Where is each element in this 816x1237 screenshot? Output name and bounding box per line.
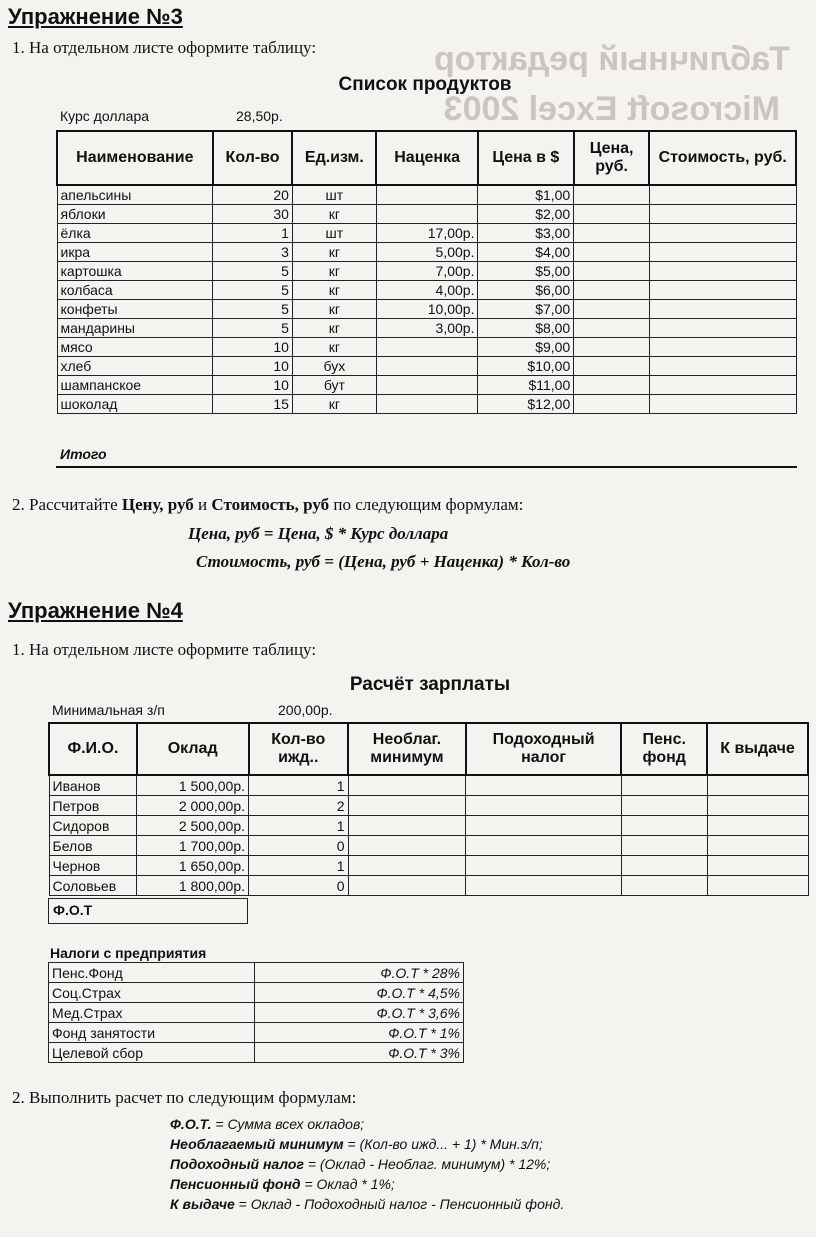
product-cell: яблоки xyxy=(57,205,213,224)
tax-name: Фонд занятости xyxy=(49,1023,255,1043)
tax-formula: Ф.О.Т * 3,6% xyxy=(254,1003,463,1023)
employee-cell: 1 xyxy=(249,816,349,836)
employee-cell xyxy=(466,856,622,876)
product-cell xyxy=(376,395,478,414)
exercise-4-step-2: 2. Выполнить расчет по следующим формулам: xyxy=(12,1088,357,1107)
step-2-text: по следующим формулам: xyxy=(329,495,524,514)
product-cell xyxy=(649,338,796,357)
product-cell: апельсины xyxy=(57,185,213,205)
exercise-3-heading: Упражнение №3 xyxy=(8,4,183,29)
tax-formula: Ф.О.Т * 3% xyxy=(254,1043,463,1063)
employee-cell xyxy=(707,775,808,796)
products-table xyxy=(56,130,797,414)
product-cell: 3,00р. xyxy=(376,319,478,338)
header-cell: Наценка xyxy=(376,131,478,185)
tax-formula: Ф.О.Т * 1% xyxy=(254,1023,463,1043)
product-row xyxy=(57,262,796,281)
formula-line xyxy=(170,1154,564,1174)
header-cell: Оклад xyxy=(137,723,249,775)
header-cell: Необлаг. минимум xyxy=(348,723,466,775)
product-cell: мясо xyxy=(57,338,213,357)
product-cell: кг xyxy=(292,338,376,357)
product-cell: бух xyxy=(292,357,376,376)
product-cell: икра xyxy=(57,243,213,262)
product-cell: картошка xyxy=(57,262,213,281)
product-cell xyxy=(574,224,650,243)
product-cell: 10 xyxy=(213,376,293,395)
employee-row xyxy=(49,856,808,876)
employee-cell xyxy=(707,796,808,816)
product-cell: $7,00 xyxy=(478,300,574,319)
employee-row xyxy=(49,816,808,836)
employee-cell: Чернов xyxy=(49,856,137,876)
tax-formula: Ф.О.Т * 28% xyxy=(254,963,463,983)
employee-cell xyxy=(621,836,707,856)
employee-cell xyxy=(707,876,808,896)
product-cell xyxy=(649,319,796,338)
header-cell: Цена в $ xyxy=(478,131,574,185)
product-row xyxy=(57,300,796,319)
product-row xyxy=(57,281,796,300)
product-row xyxy=(57,395,796,414)
product-cell: шт xyxy=(292,224,376,243)
product-cell xyxy=(649,376,796,395)
step-2-text: и xyxy=(193,495,212,514)
formula-term: Необлагаемый минимум xyxy=(170,1136,344,1152)
header-cell: Цена, руб. xyxy=(574,131,650,185)
tax-row xyxy=(49,1023,464,1043)
formula-term: Пенсионный фонд xyxy=(170,1176,301,1192)
employee-cell xyxy=(466,796,622,816)
taxes-title: Налоги с предприятия xyxy=(50,945,207,961)
salary-table-title: Расчёт зарплаты xyxy=(349,674,511,695)
employee-cell xyxy=(707,836,808,856)
employee-cell xyxy=(707,816,808,836)
employee-cell: 1 800,00р. xyxy=(137,876,249,896)
total-row xyxy=(56,444,797,468)
formula-line xyxy=(170,1174,564,1194)
product-cell: 5 xyxy=(213,319,293,338)
employee-cell xyxy=(348,836,466,856)
salary-table xyxy=(48,722,809,896)
employee-cell xyxy=(621,876,707,896)
formula-term: Подоходный налог xyxy=(170,1156,304,1172)
formula-expression: = (Оклад - Необлаг. минимум) * 12%; xyxy=(303,1156,551,1172)
employee-cell: 2 000,00р. xyxy=(137,796,249,816)
header-cell: Кол-во ижд.. xyxy=(249,723,349,775)
product-cell xyxy=(649,262,796,281)
employee-row xyxy=(49,775,808,796)
product-cell xyxy=(376,357,478,376)
product-cell: 10 xyxy=(213,357,293,376)
employee-cell: 2 xyxy=(249,796,349,816)
employee-cell xyxy=(466,816,622,836)
employee-row xyxy=(49,796,808,816)
header-cell: Ф.И.О. xyxy=(49,723,137,775)
tax-formula: Ф.О.Т * 4,5% xyxy=(254,983,463,1003)
product-cell: кг xyxy=(292,243,376,262)
employee-cell xyxy=(348,856,466,876)
employee-cell xyxy=(707,856,808,876)
product-cell: $1,00 xyxy=(478,185,574,205)
product-row xyxy=(57,338,796,357)
tax-row xyxy=(49,983,464,1003)
product-row xyxy=(57,243,796,262)
product-row xyxy=(57,205,796,224)
product-cell xyxy=(574,243,650,262)
tax-name: Целевой сбор xyxy=(49,1043,255,1063)
formula-line xyxy=(170,1114,564,1134)
product-cell xyxy=(376,205,478,224)
employee-cell xyxy=(621,816,707,836)
product-row xyxy=(57,357,796,376)
exercise-3-step-2 xyxy=(12,495,523,515)
product-cell: 4,00р. xyxy=(376,281,478,300)
product-row xyxy=(57,224,796,243)
product-row xyxy=(57,376,796,395)
employee-cell xyxy=(348,816,466,836)
employee-cell: 1 650,00р. xyxy=(137,856,249,876)
product-cell: бут xyxy=(292,376,376,395)
product-cell: кг xyxy=(292,205,376,224)
formula-expression: = Сумма всех окладов; xyxy=(211,1116,365,1132)
product-cell xyxy=(574,281,650,300)
formula-term: К выдаче xyxy=(170,1196,235,1212)
product-cell: $12,00 xyxy=(478,395,574,414)
step-2-bold: Цену, руб xyxy=(121,495,194,514)
product-row xyxy=(57,185,796,205)
product-cell xyxy=(649,300,796,319)
header-cell: Ед.изм. xyxy=(292,131,376,185)
product-cell xyxy=(574,357,650,376)
product-cell: 1 xyxy=(213,224,293,243)
tax-name: Мед.Страх xyxy=(49,1003,255,1023)
product-cell xyxy=(649,205,796,224)
product-cell: $10,00 xyxy=(478,357,574,376)
product-cell xyxy=(649,224,796,243)
formula-price-rub: Цена, руб = Цена, $ * Курс доллара xyxy=(188,524,449,543)
employee-cell: 1 xyxy=(249,775,349,796)
rate-value: 28,50р. xyxy=(236,108,283,124)
step-2-bold: Стоимость, руб xyxy=(211,495,330,514)
min-wage-label: Минимальная з/п xyxy=(52,702,165,718)
product-cell xyxy=(574,338,650,357)
employee-cell: 0 xyxy=(249,836,349,856)
product-cell xyxy=(574,205,650,224)
product-cell xyxy=(649,281,796,300)
employee-cell: Иванов xyxy=(49,775,137,796)
salary-header-row xyxy=(49,723,808,775)
tax-name: Пенс.Фонд xyxy=(49,963,255,983)
header-cell: К выдаче xyxy=(707,723,808,775)
formula-line xyxy=(170,1194,564,1214)
tax-row xyxy=(49,1043,464,1063)
employee-cell: 1 500,00р. xyxy=(137,775,249,796)
employee-cell xyxy=(621,775,707,796)
employee-cell xyxy=(348,876,466,896)
product-cell: 30 xyxy=(213,205,293,224)
formula-expression: = (Кол-во ижд... + 1) * Мин.з/п; xyxy=(343,1136,543,1152)
employee-row xyxy=(49,876,808,896)
employee-cell: 1 700,00р. xyxy=(137,836,249,856)
salary-formulas xyxy=(170,1114,564,1214)
header-cell: Наименование xyxy=(57,131,213,185)
product-cell: $5,00 xyxy=(478,262,574,281)
total-label: Итого xyxy=(60,446,107,462)
show-through-text: Табличный редактор xyxy=(433,40,790,78)
product-cell: конфеты xyxy=(57,300,213,319)
tax-row xyxy=(49,1003,464,1023)
exercise-4-step-1: 1. На отдельном листе оформите таблицу: xyxy=(12,640,317,659)
employee-cell xyxy=(466,775,622,796)
product-cell xyxy=(649,243,796,262)
fot-label: Ф.О.Т xyxy=(53,902,93,918)
product-cell xyxy=(649,395,796,414)
tax-row xyxy=(49,963,464,983)
product-cell: 10 xyxy=(213,338,293,357)
products-table-title: Список продуктов xyxy=(338,74,512,95)
employee-cell: Сидоров xyxy=(49,816,137,836)
product-cell xyxy=(574,319,650,338)
product-cell: 17,00р. xyxy=(376,224,478,243)
product-cell xyxy=(376,338,478,357)
product-cell: 10,00р. xyxy=(376,300,478,319)
product-cell xyxy=(376,185,478,205)
product-cell: 3 xyxy=(213,243,293,262)
product-cell: кг xyxy=(292,300,376,319)
product-cell xyxy=(574,185,650,205)
product-cell: кг xyxy=(292,319,376,338)
formula-cost-rub: Стоимость, руб = (Цена, руб + Наценка) * Кол-во xyxy=(196,552,571,571)
employee-cell: Соловьев xyxy=(49,876,137,896)
employee-row xyxy=(49,836,808,856)
employee-cell xyxy=(621,856,707,876)
step-2-text: 2. Рассчитайте xyxy=(12,495,122,514)
employee-cell xyxy=(466,836,622,856)
header-cell: Стоимость, руб. xyxy=(649,131,796,185)
employee-cell: Петров xyxy=(49,796,137,816)
product-cell xyxy=(574,376,650,395)
formula-line xyxy=(170,1134,564,1154)
product-cell: 5,00р. xyxy=(376,243,478,262)
product-cell: 15 xyxy=(213,395,293,414)
employee-cell xyxy=(348,775,466,796)
employee-cell xyxy=(621,796,707,816)
product-cell xyxy=(649,185,796,205)
product-cell xyxy=(574,300,650,319)
rate-label: Курс доллара xyxy=(60,108,150,124)
product-cell: 5 xyxy=(213,300,293,319)
product-cell: мандарины xyxy=(57,319,213,338)
product-cell: шоколад xyxy=(57,395,213,414)
product-row xyxy=(57,319,796,338)
employee-cell xyxy=(348,796,466,816)
employee-cell: Белов xyxy=(49,836,137,856)
product-cell xyxy=(649,357,796,376)
product-cell: шт xyxy=(292,185,376,205)
product-cell: 5 xyxy=(213,262,293,281)
product-cell: кг xyxy=(292,395,376,414)
product-cell: $6,00 xyxy=(478,281,574,300)
exercise-3-step-1: 1. На отдельном листе оформите таблицу: xyxy=(12,38,317,57)
tax-name: Соц.Страх xyxy=(49,983,255,1003)
fot-row xyxy=(48,898,248,924)
product-cell xyxy=(574,262,650,281)
formula-expression: = Оклад - Подоходный налог - Пенсионный фонд. xyxy=(234,1196,565,1212)
header-cell: Кол-во xyxy=(213,131,293,185)
product-cell: 7,00р. xyxy=(376,262,478,281)
product-cell: кг xyxy=(292,281,376,300)
taxes-table xyxy=(48,962,464,1063)
product-cell: $3,00 xyxy=(478,224,574,243)
product-cell: шампанское xyxy=(57,376,213,395)
employee-cell: 1 xyxy=(249,856,349,876)
product-cell: $11,00 xyxy=(478,376,574,395)
product-cell: кг xyxy=(292,262,376,281)
product-cell: ёлка xyxy=(57,224,213,243)
product-cell: 5 xyxy=(213,281,293,300)
header-cell: Подоходный налог xyxy=(466,723,622,775)
product-cell: $4,00 xyxy=(478,243,574,262)
product-cell: $8,00 xyxy=(478,319,574,338)
employee-cell: 2 500,00р. xyxy=(137,816,249,836)
product-cell: колбаса xyxy=(57,281,213,300)
product-cell xyxy=(376,376,478,395)
employee-cell: 0 xyxy=(249,876,349,896)
header-cell: Пенс. фонд xyxy=(621,723,707,775)
product-cell: $9,00 xyxy=(478,338,574,357)
product-cell: $2,00 xyxy=(478,205,574,224)
exercise-4-heading: Упражнение №4 xyxy=(8,598,183,623)
min-wage-value: 200,00р. xyxy=(278,702,333,718)
product-cell: 20 xyxy=(213,185,293,205)
show-through-text: Microsoft Excel 2003 xyxy=(443,90,780,128)
products-header-row xyxy=(57,131,796,185)
product-cell xyxy=(574,395,650,414)
formula-term: Ф.О.Т. xyxy=(170,1116,212,1132)
formula-expression: = Оклад * 1%; xyxy=(300,1176,395,1192)
product-cell: хлеб xyxy=(57,357,213,376)
employee-cell xyxy=(466,876,622,896)
